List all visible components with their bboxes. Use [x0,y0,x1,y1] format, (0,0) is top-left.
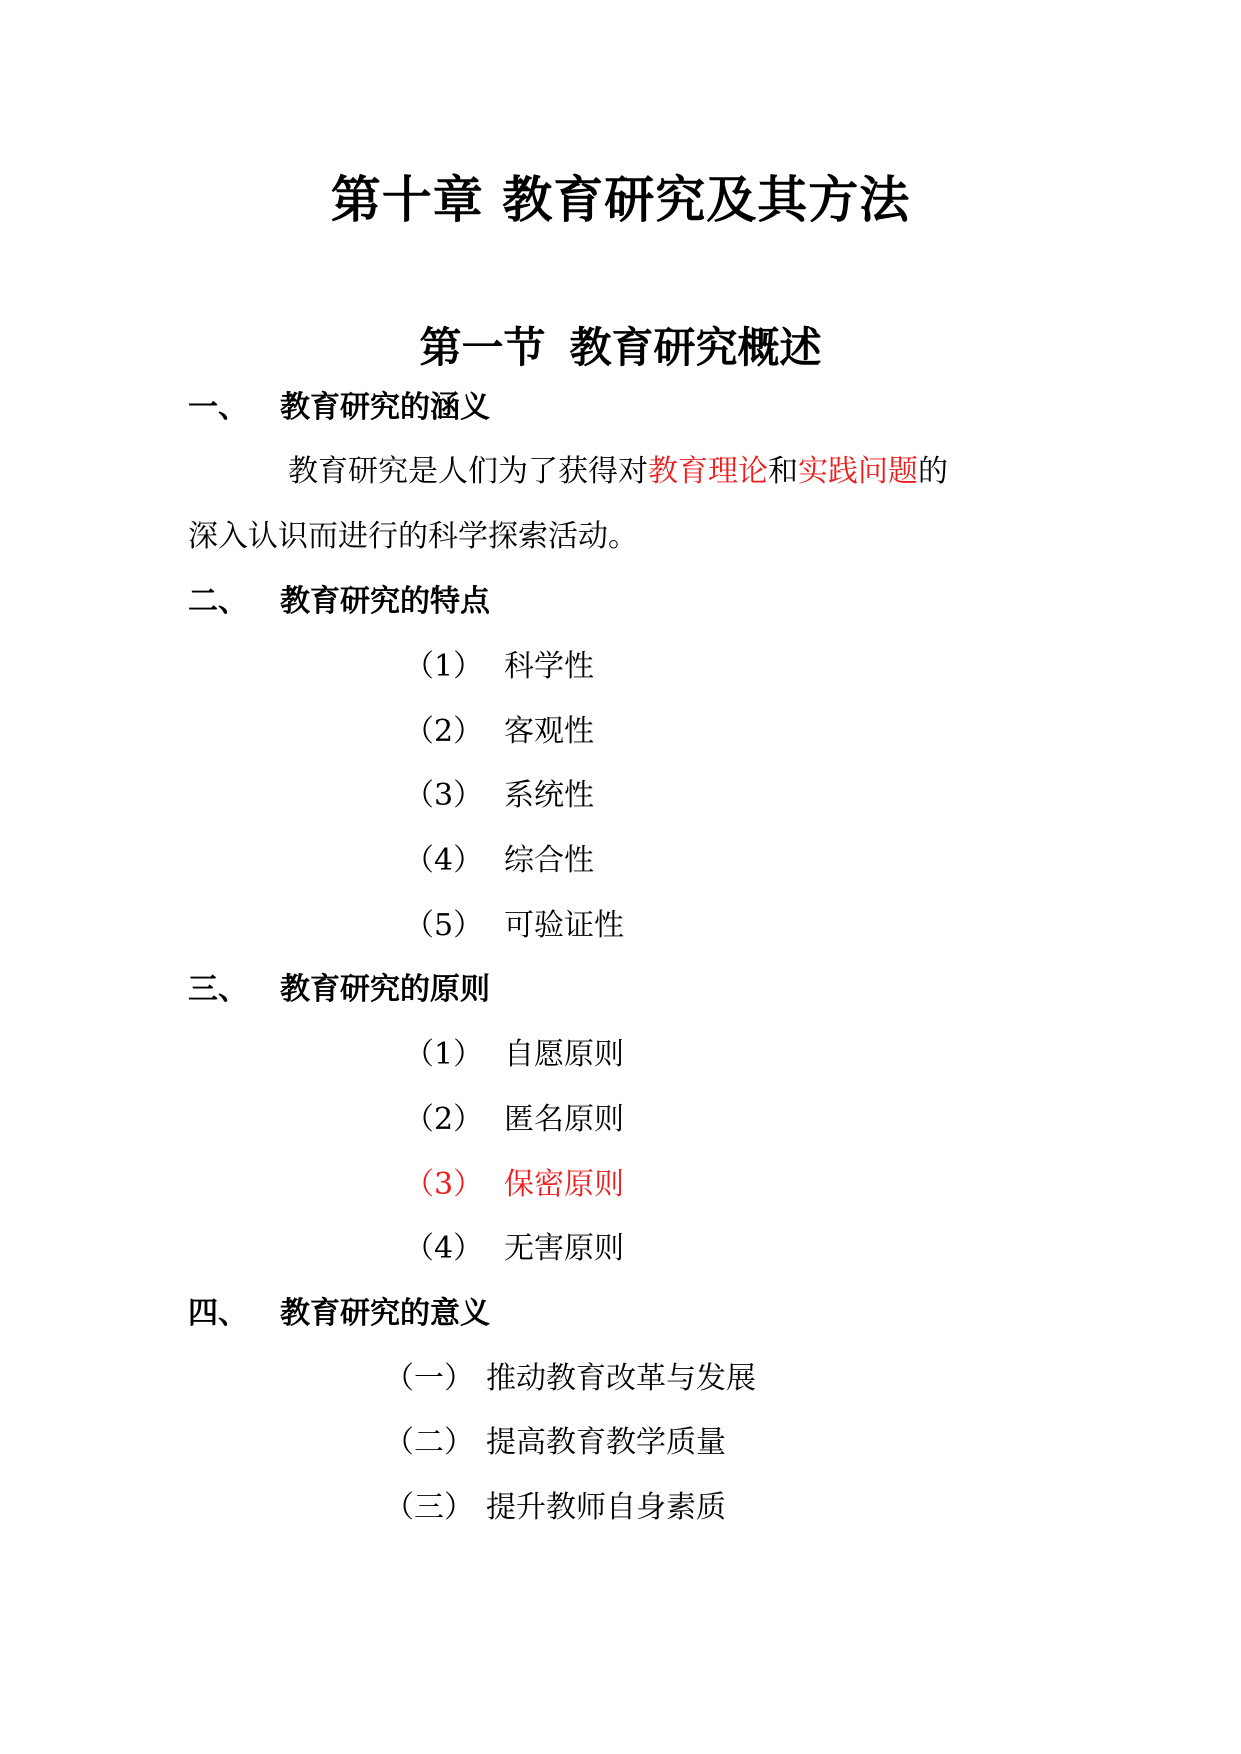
heading-number: 一、 [188,390,248,425]
list-marker: （4） [404,843,484,878]
list-marker: （2） [404,714,484,749]
list-item-highlighted [404,1163,624,1207]
list-marker: （3） [404,1167,484,1202]
list-item-text: 提升教师自身素质 [486,1490,726,1525]
list-item-text: 保密原则 [504,1167,624,1202]
section-title [0,318,1241,378]
highlight-practice-problems: 实践问题 [798,454,918,489]
paragraph-text: 教育研究是人们为了获得对 [288,454,648,489]
list-item-text: 系统性 [504,778,594,813]
list-item [404,1227,624,1271]
list-item [404,645,594,689]
section-heading-2 [188,580,490,624]
list-item [404,774,594,818]
list-marker: （三） [384,1490,474,1525]
section-heading-4 [188,1292,490,1336]
chapter-title: 第十章 教育研究及其方法 [330,171,911,229]
list-item-text: 科学性 [504,649,594,684]
heading-text: 教育研究的特点 [280,584,490,619]
heading-number: 四、 [188,1296,248,1331]
list-item [404,1033,624,1077]
paragraph-text: 的 [918,454,948,489]
section-heading-1 [188,386,490,430]
list-item-text: 客观性 [504,714,594,749]
section-title-prefix: 第一节 [419,323,546,372]
heading-text: 教育研究的原则 [280,972,490,1007]
definition-paragraph-line-1 [188,450,1168,494]
heading-number: 二、 [188,584,248,619]
list-item [404,839,594,883]
list-item [404,904,624,948]
list-marker: （3） [404,778,484,813]
list-marker: （1） [404,649,484,684]
list-item [404,710,594,754]
heading-text: 教育研究的意义 [280,1296,490,1331]
list-marker: （二） [384,1425,474,1460]
section-title-text: 教育研究概述 [569,323,822,372]
list-item-text: 可验证性 [504,908,624,943]
highlight-education-theory: 教育理论 [648,454,768,489]
heading-text: 教育研究的涵义 [280,390,490,425]
paragraph-text: 和 [768,454,798,489]
heading-number: 三、 [188,972,248,1007]
list-marker: （4） [404,1231,484,1266]
list-marker: （2） [404,1102,484,1137]
list-item [384,1486,726,1530]
list-item [404,1098,624,1142]
list-marker: （1） [404,1037,484,1072]
list-item [384,1421,726,1465]
list-item-text: 综合性 [504,843,594,878]
list-item [384,1357,756,1401]
definition-paragraph-line-2: 深入认识而进行的科学探索活动。 [188,519,638,554]
list-item-text: 提高教育教学质量 [486,1425,726,1460]
list-marker: （5） [404,908,484,943]
list-marker: （一） [384,1361,474,1396]
list-item-text: 无害原则 [504,1231,624,1266]
section-heading-3 [188,968,490,1012]
list-item-text: 匿名原则 [504,1102,624,1137]
list-item-text: 自愿原则 [504,1037,624,1072]
list-item-text: 推动教育改革与发展 [486,1361,756,1396]
